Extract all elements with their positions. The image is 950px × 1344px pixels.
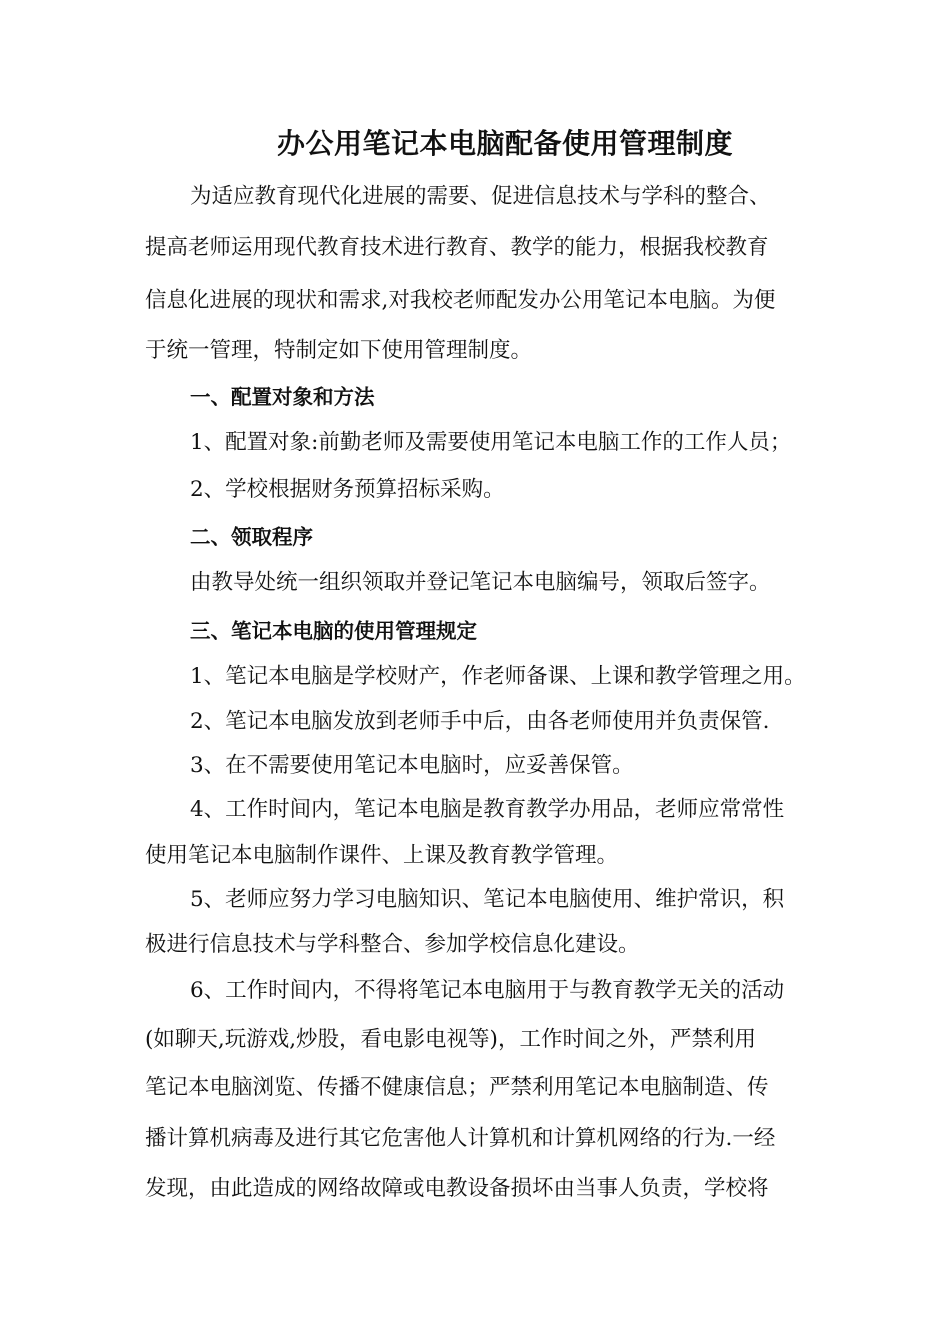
section-3-item-5-line-1: 5、老师应努力学习电脑知识、笔记本电脑使用、维护常识，积	[190, 887, 785, 912]
section-1-item-1: 1、配置对象:前勤老师及需要使用笔记本电脑工作的工作人员；	[190, 430, 792, 455]
section-1-heading: 一、配置对象和方法	[190, 385, 375, 409]
section-3-heading: 三、笔记本电脑的使用管理规定	[190, 619, 477, 643]
section-3-item-1: 1、笔记本电脑是学校财产，作老师备课、上课和教学管理之用。	[190, 664, 806, 689]
section-1-item-2: 2、学校根据财务预算招标采购。	[190, 477, 505, 502]
section-3-item-6-line-4: 播计算机病毒及进行其它危害他人计算机和计算机网络的行为.一经	[145, 1126, 776, 1151]
section-3-item-3: 3、在不需要使用笔记本电脑时，应妥善保管。	[190, 753, 634, 778]
section-2-text: 由教导处统一组织领取并登记笔记本电脑编号，领取后签字。	[190, 570, 771, 595]
section-3-item-6-line-5: 发现，由此造成的网络故障或电教设备损坏由当事人负责，学校将	[145, 1176, 769, 1201]
document-title: 办公用笔记本电脑配备使用管理制度	[276, 127, 733, 160]
intro-line-4: 于统一管理，特制定如下使用管理制度。	[145, 338, 533, 363]
section-3-item-6-line-3: 笔记本电脑浏览、传播不健康信息；严禁利用笔记本电脑制造、传	[145, 1075, 769, 1100]
section-3-item-4-line-1: 4、工作时间内，笔记本电脑是教育教学办用品，老师应常常性	[190, 797, 785, 822]
section-3-item-4-line-2: 使用笔记本电脑制作课件、上课及教育教学管理。	[145, 843, 619, 868]
section-3-item-6-line-2: (如聊天,玩游戏,炒股，看电影电视等)，工作时间之外，严禁利用	[145, 1027, 756, 1052]
intro-line-2: 提高老师运用现代教育技术进行教育、教学的能力，根据我校教育	[145, 235, 769, 260]
section-3-item-2: 2、笔记本电脑发放到老师手中后，由各老师使用并负责保管.	[190, 709, 770, 734]
intro-line-3: 信息化进展的现状和需求,对我校老师配发办公用笔记本电脑。为便	[145, 288, 776, 313]
section-3-item-6-line-1: 6、工作时间内，不得将笔记本电脑用于与教育教学无关的活动	[190, 978, 785, 1003]
section-2-heading: 二、领取程序	[190, 525, 313, 549]
intro-line-1: 为适应教育现代化进展的需要、促进信息技术与学科的整合、	[190, 184, 771, 209]
section-3-item-5-line-2: 极进行信息技术与学科整合、参加学校信息化建设。	[145, 932, 640, 957]
